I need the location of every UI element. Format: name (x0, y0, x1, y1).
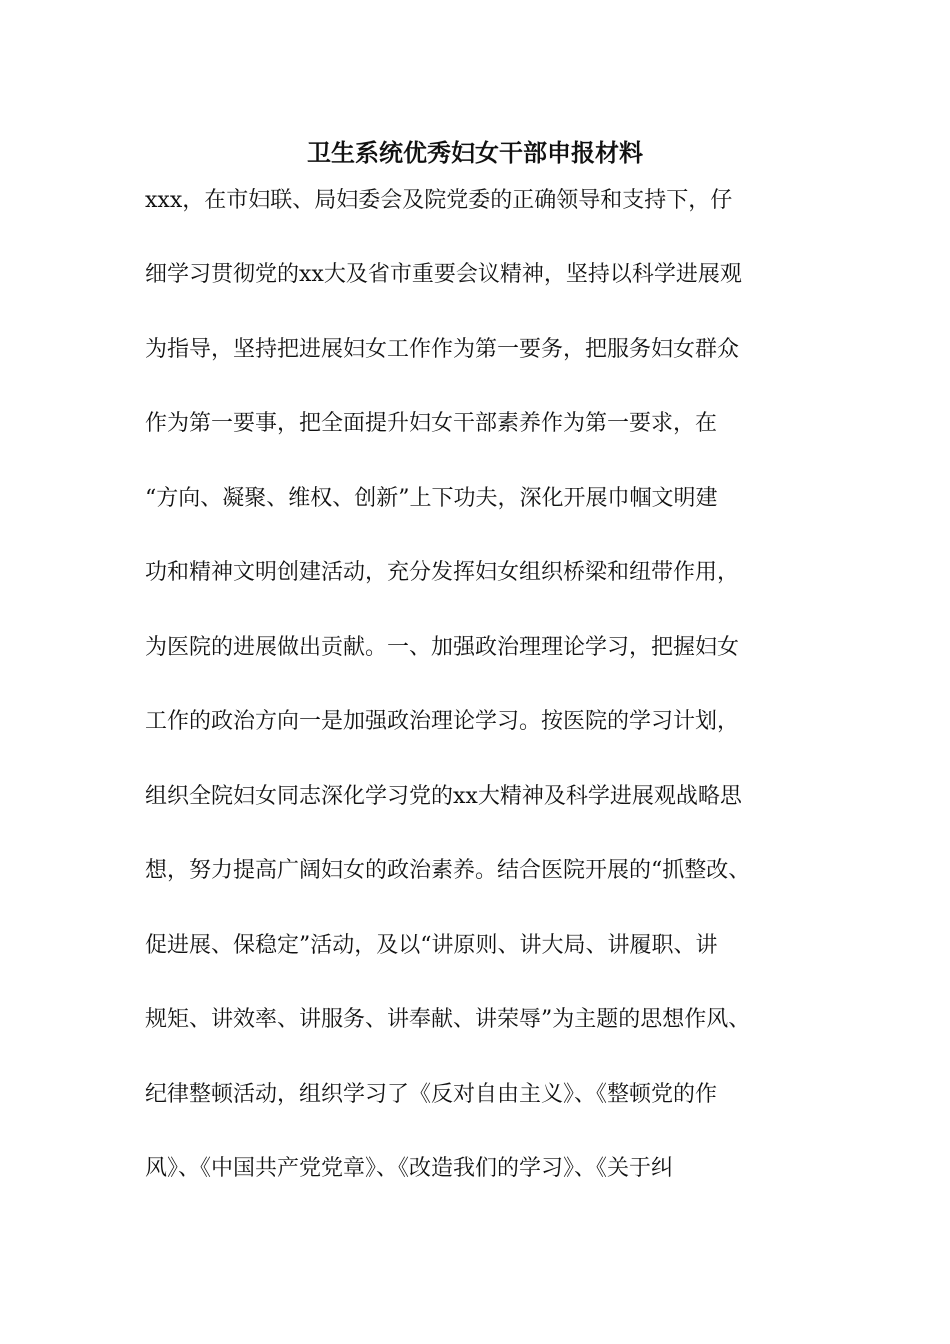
body-line-11: 促进展、保稳定”活动，及以“讲原则、讲大局、讲履职、讲 (145, 933, 718, 958)
body-line-1: xxx，在市妇联、局妇委会及院党委的正确领导和支持下，仔 (145, 188, 733, 213)
body-line-14: 风》、《中国共产党党章》、《改造我们的学习》、《关于纠 (145, 1156, 674, 1181)
body-line-5: “方向、凝聚、维权、创新”上下功夫，深化开展巾帼文明建 (145, 486, 718, 511)
body-line-4: 作为第一要事，把全面提升妇女干部素养作为第一要求，在 (145, 411, 718, 436)
body-line-12: 规矩、讲效率、讲服务、讲奉献、讲荣辱”为主题的思想作风、 (145, 1007, 751, 1032)
body-line-2: 细学习贯彻党的xx大及省市重要会议精神，坚持以科学进展观 (145, 262, 742, 287)
body-line-8: 工作的政治方向一是加强政治理论学习。按医院的学习计划， (145, 709, 740, 734)
document-title: 卫生系统优秀妇女干部申报材料 (307, 138, 643, 167)
body-line-9: 组织全院妇女同志深化学习党的xx大精神及科学进展观战略思 (145, 784, 742, 809)
body-line-7: 为医院的进展做出贡献。一、加强政治理理论学习，把握妇女 (145, 635, 740, 660)
body-line-10: 想，努力提高广阔妇女的政治素养。结合医院开展的“抓整改、 (145, 858, 751, 883)
body-line-13: 纪律整顿活动，组织学习了《反对自由主义》、《整顿党的作 (145, 1082, 718, 1107)
body-line-3: 为指导，坚持把进展妇女工作作为第一要务，把服务妇女群众 (145, 337, 740, 362)
body-line-6: 功和精神文明创建活动，充分发挥妇女组织桥梁和纽带作用， (145, 560, 740, 585)
